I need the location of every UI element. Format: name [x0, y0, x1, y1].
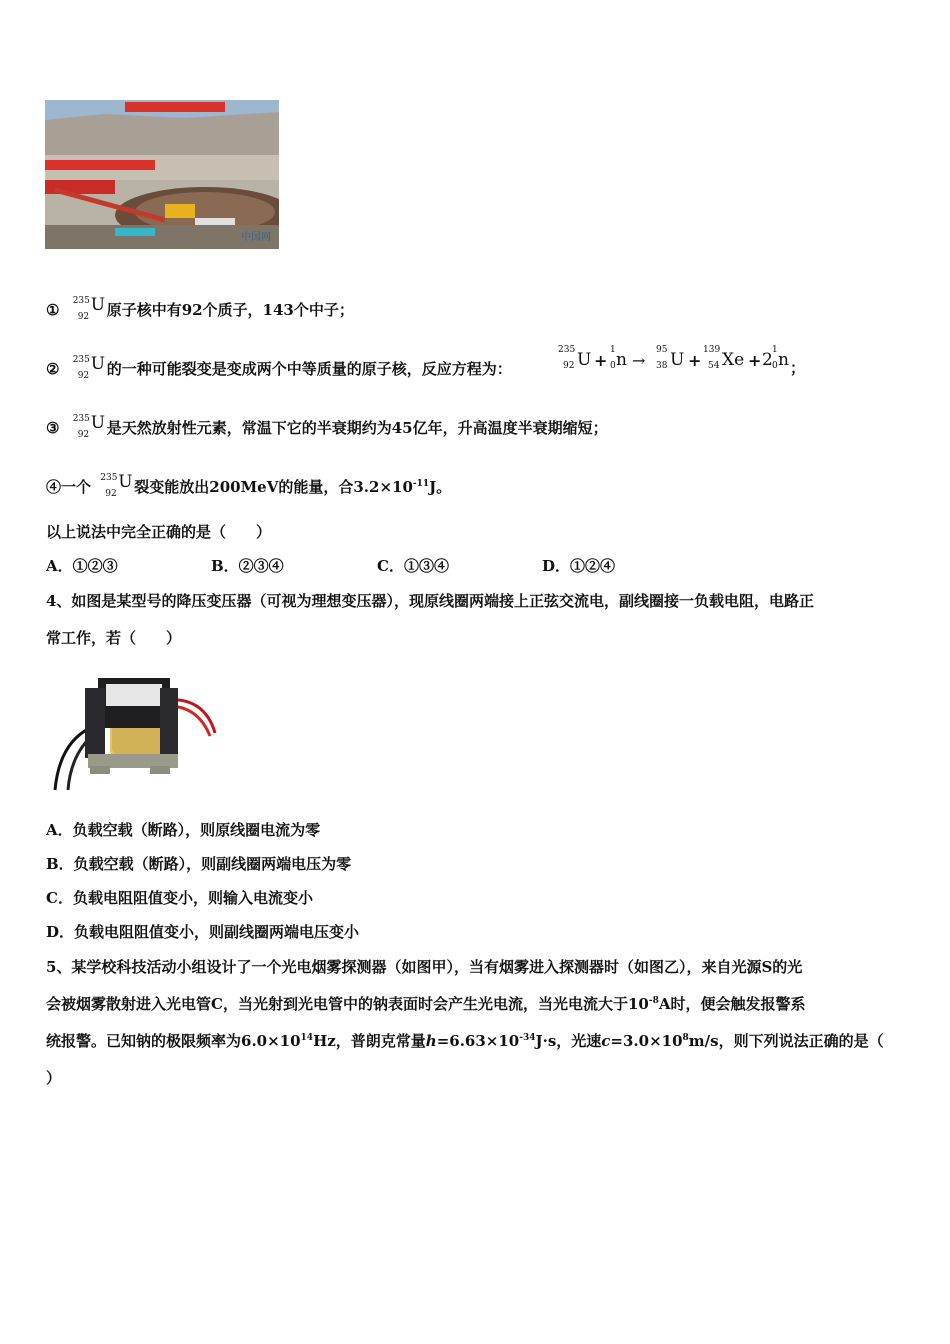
- circle-number-1: ①: [46, 301, 60, 319]
- statement-3: [46, 415, 608, 438]
- q3-option-d[interactable]: D．①②④: [542, 557, 616, 575]
- statement-1: [46, 297, 354, 320]
- statement-1-text: 原子核中有92个质子，143个中子；: [106, 301, 354, 319]
- q5-stem-line1: 5、某学校科技活动小组设计了一个光电烟雾探测器（如图甲），当有烟雾进入探测器时（如图乙），来自光源S的光: [46, 958, 803, 976]
- statement-4-text: 裂变能放出200MeV的能量，合$3.2\times 10^{-11}J$。: [134, 478, 452, 496]
- statement-2-text: 的一种可能裂变是变成两个中等质量的原子核，反应方程为：: [106, 360, 512, 378]
- q4-option-b[interactable]: B．负载空载（断路），则副线圈两端电压为零: [46, 855, 352, 873]
- statement-2: [46, 356, 512, 379]
- q5-stem-line3: 统报警。已知钠的极限频率为$6.0\times 10^{14}Hz$，普朗克常量$h=6.63\times 10^{-34}J\cdot s$，光速$c=3.0\times 10^8m/s$，则下列说法正确的是（: [46, 1032, 884, 1050]
- q3-option-c[interactable]: C．①③④: [377, 557, 449, 575]
- statement-3-text: 是天然放射性元素，常温下它的半衰期约为45亿年，升高温度半衰期缩短；: [106, 419, 608, 437]
- statement-4-prefix: 一个: [61, 478, 92, 496]
- q3-option-a[interactable]: A．①②③: [46, 557, 118, 575]
- statement-4: [46, 474, 451, 497]
- logo-text: 中国网: [241, 232, 271, 243]
- nuclide-u235: 235 92 U: [72, 295, 106, 322]
- q4-stem-line1: 4、如图是某型号的降压变压器（可视为理想变压器），现原线圈两端接上正弦交流电，副线圈接一负载电阻，电路正: [46, 592, 814, 610]
- construction-site-icon: [45, 100, 279, 249]
- nuclide-u235: 235 92 U: [72, 413, 106, 440]
- circle-number-3: ③: [46, 419, 60, 437]
- transformer-photo: [50, 658, 220, 794]
- q4-option-a[interactable]: A．负载空载（断路），则原线圈电流为零: [46, 821, 321, 839]
- q5-stem-line2: 会被烟雾散射进入光电管C，当光射到光电管中的钠表面时会产生光电流，当光电流大于$10^{-8}A$时，便会触发报警系: [46, 995, 806, 1013]
- fission-equation: [558, 345, 808, 376]
- q3-prompt: 以上说法中完全正确的是（ ）: [46, 523, 272, 541]
- transformer-icon: [50, 658, 220, 794]
- eq-plus-2: +: [688, 351, 702, 370]
- eq-u95: 95 38 U: [656, 345, 685, 371]
- eq-arrow: →: [632, 351, 646, 370]
- eq-plus-3: +: [748, 351, 762, 370]
- nuclide-u235: 235 92 U: [100, 472, 133, 499]
- circle-number-4: ④: [46, 478, 62, 496]
- equation-end-semicolon: ；: [790, 359, 806, 377]
- eq-neutron-2: 1 0 n: [772, 345, 789, 371]
- q5-stem-line4: ）: [46, 1069, 62, 1087]
- circle-number-2: ②: [46, 360, 60, 378]
- q4-option-c[interactable]: C．负载电阻阻值变小，则输入电流变小: [46, 889, 313, 907]
- q4-option-d[interactable]: D．负载电阻阻值变小，则副线圈两端电压变小: [46, 923, 360, 941]
- eq-coefficient: 2: [762, 350, 773, 370]
- q3-option-b[interactable]: B．②③④: [211, 557, 284, 575]
- eq-xe139: 139 54 Xe: [703, 345, 745, 371]
- eq-plus-1: +: [594, 351, 608, 370]
- eq-u235: 235 92 U: [558, 345, 592, 371]
- construction-photo: [45, 100, 279, 249]
- eq-neutron-1: 1 0 n: [610, 345, 627, 371]
- q4-stem-line2: 常工作，若（ ）: [46, 629, 182, 647]
- nuclide-u235: 235 92 U: [72, 354, 106, 381]
